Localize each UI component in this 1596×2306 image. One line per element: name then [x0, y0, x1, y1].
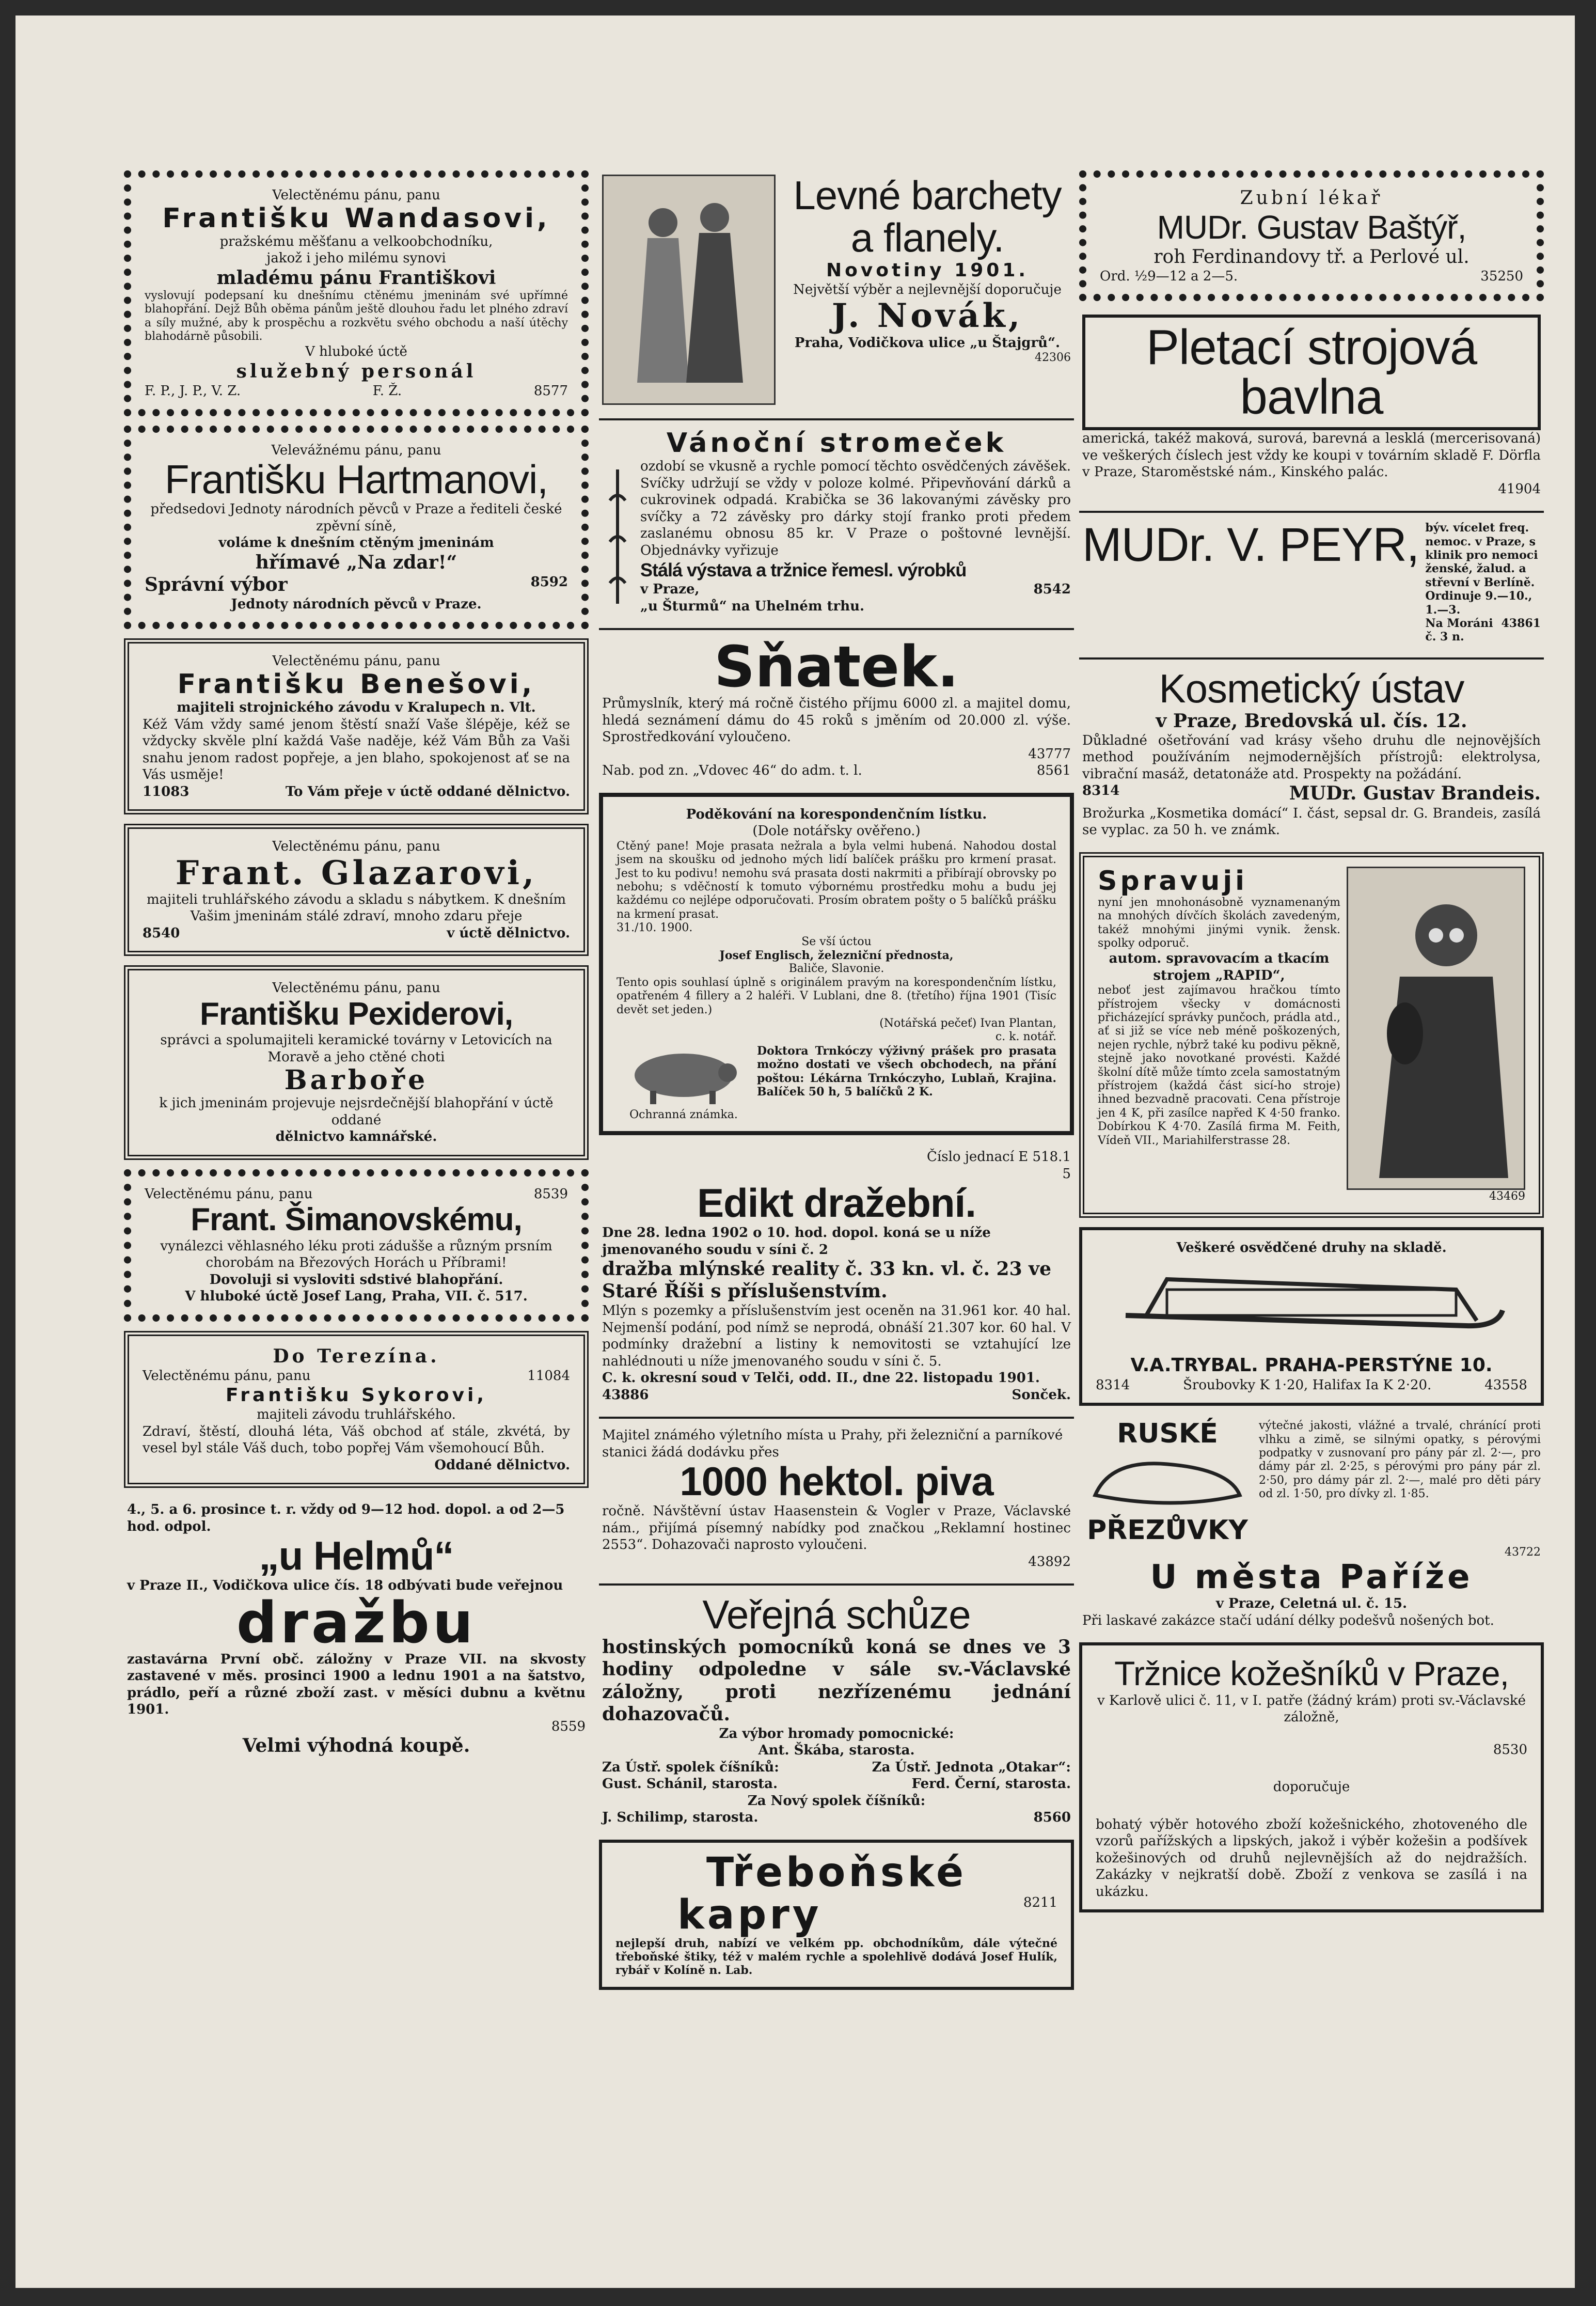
salutation: Velectěnému pánu, panu: [143, 1368, 311, 1384]
ad-simanovsky: [124, 1169, 589, 1322]
body-text: Zdraví, štěstí, dlouhá léta, Váš obchod ať stále, zkvétá, by vesel byl stále Váš duch, tobo popřej Vám všemohoucí Bůh.: [143, 1423, 570, 1456]
signatory: Gust. Schánil, starosta.: [602, 1776, 778, 1792]
ad-helmu: [124, 1497, 589, 1761]
address-row: [640, 581, 1071, 598]
subtitle: majiteli strojnického závodu v Kralupech n. Vlt.: [177, 700, 536, 716]
address: „u Šturmů“ na Uhelném trhu.: [640, 598, 865, 614]
signature: Oddané dělnictvo.: [434, 1457, 570, 1473]
ad-wandas: [124, 170, 589, 416]
doctor-name: MUDr. V. PEYR,: [1082, 519, 1419, 572]
footer-row: [602, 1387, 1071, 1404]
court: C. k. okresní soud v Telči, odd. II., dne 22. listopadu 1901.: [602, 1370, 1040, 1386]
date: 31./10. 1900.: [617, 921, 693, 935]
body-text: nejlepší druh, nabízí ve velkém pp. obchodníkům, dále výtečné třeboňské štiky, též v malém rychle a spolehlivě dodává Josef Hulík, rybář v Kolíně n. Lab.: [615, 1936, 1057, 1978]
signature: služebný personál: [236, 360, 477, 382]
headline: Třeboňské: [706, 1849, 967, 1896]
body-text: býv. vícelet freq. nemoc. v Praze, s klinik pro nemoci ženské, žalud. a střevní v Berlíně. Ordinuje 9.—10., 1.—3.: [1425, 521, 1538, 617]
ad-number: 8560: [1033, 1810, 1071, 1826]
column-middle: [599, 170, 1074, 1999]
headline: Levné barchety: [793, 172, 1062, 218]
case-number: 5: [1062, 1166, 1071, 1182]
salutation: Velectěnému pánu, panu: [272, 653, 440, 669]
ad-sykora: [124, 1331, 589, 1488]
label: RUSKÉ: [1117, 1418, 1218, 1450]
ad-bastyr: [1079, 170, 1544, 301]
headline: Poděkování na korespondenčním lístku.: [686, 806, 987, 822]
label: PŘEZŮVKY: [1087, 1515, 1248, 1546]
header-row: [145, 1186, 568, 1203]
notary: (Notářská pečeť) Ivan Plantan,: [879, 1016, 1056, 1030]
address: v Karlově ulici č. 11, v I. patře (žádný krám) proti sv.-Václavské záložně,: [1097, 1692, 1526, 1725]
recipient-name: Františku Hartmanovi,: [165, 457, 548, 503]
headline: a flanely.: [850, 214, 1004, 260]
notary: c. k. notář.: [995, 1030, 1056, 1044]
signature: Správní výbor: [145, 573, 288, 595]
prices: Šroubovky K 1·20, Halifax Ia K 2·20.: [1183, 1377, 1432, 1393]
case-number: Číslo jednací E 518.1: [927, 1149, 1071, 1165]
body-text: majiteli truhlářského závodu a skladu s nábytkem. K dnešním Vašim jmeninám stálé zdraví, mnoho zdaru přeje: [146, 891, 566, 924]
signature: dělnictvo kamnářské.: [275, 1129, 437, 1145]
ad-edikt: [599, 1144, 1074, 1407]
subheadline: (Dole notářsky ověřeno.): [752, 823, 921, 839]
doctor-name: MUDr. Gustav Brandeis.: [1289, 782, 1541, 805]
ad-snatek: [599, 634, 1074, 783]
overshoe-icon: [1090, 1449, 1245, 1516]
ad-koze: [1079, 1642, 1544, 1912]
column-left: [124, 170, 589, 1770]
ad-number: 8561: [1036, 763, 1071, 779]
ad-dekovani: [599, 793, 1074, 1135]
ad-number: 35250: [1480, 268, 1523, 284]
ad-kapry: [599, 1840, 1074, 1990]
signatory: Za Ústř. Jednota „Otakar“:: [872, 1759, 1071, 1775]
recipient-name-2: Barboře: [284, 1064, 429, 1096]
body-text: ročně. Návštěvní ústav Haasenstein & Vogler v Praze, Václavské nám., přijímá písemný nabídky pod značkou „Reklamní hostinec 2553“. Dohazovači naprosto vyloučeni.: [602, 1503, 1071, 1553]
recipient-name: Františku Pexiderovi,: [199, 996, 513, 1032]
woman-with-device-illustration: [1347, 867, 1525, 1190]
ice-skate-icon: [1105, 1259, 1518, 1352]
body-text: předsedovi Jednoty národních pěvců v Praze a řediteli české zpěvní síně,: [150, 501, 562, 534]
ad-barchety: [599, 170, 1074, 409]
headline: kapry: [677, 1891, 822, 1938]
headline: Pletací strojová bavlna: [1082, 315, 1541, 430]
ad-number: 8559: [551, 1718, 586, 1734]
recipient-name: Frant. Šimanovskému,: [191, 1202, 522, 1238]
headline: Edikt dražební.: [697, 1180, 976, 1226]
ad-number: 8592: [530, 574, 568, 590]
address: Praha, Vodičkova ulice „u Štajgrů“.: [794, 335, 1061, 351]
address: Na Moráni č. 3 n.: [1425, 617, 1493, 644]
body-text: k jich jmeninám projevuje nejsrdečnější blahopřání v úctě oddané: [159, 1095, 554, 1128]
ad-number: 8314: [1082, 783, 1120, 799]
body-text: americká, takéž maková, surová, barevná a lesklá (mercerisovaná) ve veškerých číslech jest vždy ke koupi v továrním skladě F. Dörfla v Praze, Staroměstské nám., Kinského palác.: [1082, 431, 1541, 480]
headline: Veškeré osvědčené druhy na skladě.: [1176, 1240, 1447, 1256]
signature: Sonček.: [1012, 1387, 1071, 1403]
signature: Se vší úctou: [801, 935, 872, 948]
column-right: [1079, 170, 1544, 1922]
recipient-name-2: mladému pánu Františkovi: [216, 266, 496, 289]
salutation: Velectěnému pánu, panu: [145, 1186, 313, 1202]
signature: Baliče, Slavonie.: [788, 962, 884, 976]
ad-number: 8577: [533, 383, 568, 399]
org: Jednoty národních pěvců v Praze.: [231, 596, 482, 612]
women-figures-icon: [622, 186, 756, 393]
salutation: Velevážnému pánu, panu: [271, 442, 441, 458]
recipient-name: Františku Benešovi,: [177, 668, 535, 700]
ad-prezuvky: [1079, 1415, 1544, 1633]
ad-number: 8542: [1033, 582, 1071, 598]
ad-number: 43886: [602, 1387, 649, 1403]
line: voláme k dnešním ctěným jmeninám: [218, 535, 494, 551]
pig-icon: [622, 1044, 746, 1106]
line: jakož i jeho milému synovi: [266, 250, 446, 266]
body-text: neboť jest zajímavou hračkou tímto přístrojem všecky v domácnosti přicházející správky punčoch, prádla atd., ať si již se více neb méně poškozených, nejen rychle, nýbrž také ku podivu pěkně, stejně jako novotkané provésti. Každé školní dítě může tímto zcela samostatným přístrojem (každá část sicí-ho stroje) ihned bezvadně pracovati. Cena přístroje jen 4 K, při zasílce napřed K 4·50 franko. Dobírkou K 4·70. Zasílá firma M. Feith, Vídeň VII., Mariahilferstrasse 28.: [1098, 984, 1340, 1147]
hours: Ord. ½9—12 a 2—5.: [1100, 268, 1238, 284]
headline: „u Helmů“: [259, 1533, 454, 1579]
overshoe-illustration: [1082, 1419, 1253, 1545]
body-text: nyní jen mnohonásobně vyznamenaným na mnohých dívčích školách zavedeným, takéž mnohými jinými vynik. žensk. spolky odporuč.: [1098, 896, 1340, 950]
ad-number: 8540: [143, 925, 180, 941]
subtitle: majiteli závodu truhlářského.: [257, 1407, 456, 1423]
headline: Tržnice kožešníků v Praze,: [1114, 1654, 1509, 1693]
shop-name: Stálá výstava a tržnice řemesl. výrobků: [640, 559, 967, 581]
body-text: Kéž Vám vždy samé jenom štěstí snaží Vaše šlépěje, kéž se vždycky skvěle plní každá Vaše naděje, kéž Vám Bůh za Vaši snahu jenom radost popřeje, a jen blaho, spokojenost ať se na Vás usměje!: [143, 716, 570, 783]
ad-number: 8539: [533, 1186, 568, 1202]
initials: F. Ž.: [372, 383, 402, 399]
woman-icon: [1358, 879, 1513, 1178]
address: v Praze, Bredovská ul. čís. 12.: [1156, 710, 1467, 732]
subheadline: Novotiny 1901.: [826, 259, 1029, 281]
brand: V.A.TRYBAL. PRAHA-PERSTÝNE 10.: [1130, 1355, 1493, 1376]
ad-bavlna: [1079, 310, 1544, 501]
headline-big: dražbu: [236, 1589, 477, 1656]
trademark-label: Ochranná známka.: [629, 1108, 738, 1121]
product-name: autom. spravovacím a tkacím strojem „RAPID“,: [1109, 951, 1330, 983]
fashion-illustration: [602, 175, 776, 405]
ad-number: 11083: [143, 783, 189, 799]
body-text: dražba mlýnské reality č. 33 kn. vl. č. 23 ve Staré Říši s příslušenstvím.: [602, 1258, 1051, 1303]
headline: Veřejná schůze: [702, 1592, 971, 1638]
doctor-name: MUDr. Gustav Baštýř,: [1157, 209, 1466, 246]
ad-number: 11084: [527, 1368, 570, 1384]
signature: Josef Englisch, železniční přednosta,: [719, 949, 954, 962]
body-text: zastavárna První obč. záložny v Praze VII. na skvosty zastavené v měs. prosinci 1900 a lednu 1901 a na šatstvo, prádlo, peří a různé zboží zast. v měsíci dubnu a květnu 1901.: [127, 1651, 586, 1718]
ad-number: 43861: [1501, 617, 1541, 630]
signatory: J. Schilimp, starosta.: [602, 1810, 759, 1826]
cheer: hřímavé „Na zdar!“: [255, 551, 457, 573]
address: Nab. pod zn. „Vdovec 46“ do adm. t. l.: [602, 763, 862, 779]
footer-row: [145, 383, 568, 400]
body-text: Důkladné ošetřování vad krásy všeho druhu dle nejnovějších method používáním nejmodernějších přístrojů: elektrolysa, vibrační masáž, detatonáže atd. Prospekty na požádání.: [1082, 732, 1541, 782]
ad-peyr: [1079, 517, 1544, 648]
salutation: Velectěnému pánu, panu: [272, 187, 440, 203]
body-text: Největší výběr a nejlevnější doporučuje: [793, 281, 1062, 297]
body-text: Tento opis souhlasí úplně s originálem pravým na korespondenčním lístku, opatřeném 4 fillery a 2 haléři. V Lublani, dne 8. (třetího) října 1901 (Tisíc devět set jeden.): [617, 976, 1056, 1016]
merchant-name: J. Novák,: [831, 296, 1023, 336]
body-text: Při laskavé zakázce stačí udání délky podešvů nošených bot.: [1082, 1612, 1494, 1628]
headline: Do Terezína.: [273, 1345, 440, 1367]
header-row: [143, 1368, 570, 1385]
body-text: vyslovují podepsaní ku dnešnímu ctěnému jmeninám své upřímné blahopřání. Dejž Bůh oběma pánům ještě dlouhou řadu let plného zdraví a síly mužné, aby k prospěchu a rozkvětu svého obchodu a naší útěchy blahodárně působili.: [145, 289, 568, 343]
ad-number: 43469: [1489, 1189, 1525, 1203]
ad-number: 43558: [1484, 1377, 1527, 1393]
closing: V hluboké úctě: [305, 344, 407, 360]
signature: V hluboké úctě Josef Lang, Praha, VII. č. 517.: [185, 1289, 528, 1305]
headline: Vánoční stromeček: [666, 428, 1007, 459]
signatory: Ant. Škába, starosta.: [758, 1743, 915, 1759]
signature: v úctě dělnictvo.: [447, 925, 570, 941]
signatory: Za výbor hromady pomocnické:: [719, 1725, 954, 1742]
headline: Zubní lékař: [1240, 187, 1383, 209]
ad-benes: [124, 638, 589, 814]
headline: Sňatek.: [714, 634, 959, 700]
signature-row: [145, 574, 568, 596]
ad-number: 41904: [1498, 481, 1541, 497]
body-text: správci a spolumajiteli keramické továrny v Letovicích na Moravě a jeho ctěné choti: [160, 1032, 552, 1065]
ad-trybal: [1079, 1227, 1544, 1406]
recipient-name: Františku Wandasovi,: [162, 202, 550, 234]
ad-number: 8530: [1493, 1742, 1527, 1758]
ad-number: 8211: [1023, 1894, 1057, 1910]
body-text: Dovoluji si vysloviti sdstivé blahopřání.: [209, 1272, 503, 1288]
ad-stromecek: [599, 425, 1074, 619]
salutation: Velectěnému pánu, panu: [272, 980, 440, 996]
signatory: Za Nový spolek číšníků:: [747, 1793, 926, 1809]
recommendation: doporučuje: [1273, 1779, 1350, 1795]
address: roh Ferdinandovy tř. a Perlové ul.: [1153, 246, 1469, 268]
headline: 1000 hektol. piva: [680, 1458, 993, 1504]
ad-number: 43722: [1505, 1545, 1541, 1559]
signatory: Ferd. Černí, starosta.: [911, 1776, 1071, 1792]
signature: To Vám přeje v úctě oddané dělnictvo.: [285, 783, 570, 799]
body-text: hostinských pomocníků koná se dnes ve 3 hodiny odpoledne v sále sv.-Václavské záložny, proti nezřízenému jednání dohazovačů.: [602, 1636, 1071, 1725]
recipient-name: Františku Sykorovi,: [225, 1385, 487, 1406]
body-text: vynálezci věhlasného léku proti zádušše a různým prsním chorobám na Březových Horách u Příbrami!: [160, 1238, 552, 1271]
initials: F. P., J. P., V. Z.: [145, 383, 241, 399]
skate-illustration: [1096, 1256, 1527, 1354]
address: v Praze II., Vodičkova ulice čís. 18 odbývati bude veřejnou: [127, 1578, 563, 1594]
ad-number: 43777: [1028, 746, 1071, 762]
ad-hartman: [124, 426, 589, 630]
intro: Majitel známého výletního místa u Prahy, při železniční a parníkové stanici žádá dodávku přes: [602, 1427, 1063, 1460]
body-text: výtečné jakosti, vlážné a trvalé, chránící proti vlhku a zimě, se silnými opatky, s pérovými podpatky v zusnovaní pro pány pár zl. 2·—, pro dámy pár zl. 2·25, s pérovými pro pány pár zl. 2·50, pro dámy pár zl. 2·—, malé pro děti páry od zl. 1·50, pro dívky zl. 1·85.: [1259, 1419, 1541, 1501]
line: pražskému měšťanu a velkoobchodníku,: [219, 233, 493, 249]
shop-name: U města Paříže: [1150, 1558, 1473, 1596]
body-text: Ctěný pane! Moje prasata nežrala a byla velmi hubená. Nahodou dostal jsem na skoušku od jednoho mých lidí balíček prášku pro krmení prasat. Jest to ku podivu! nemohu svá prasata dosti nakrmiti a přibírají obrovsky po nebohu; s vděčností k tomuto výbornému prostředku mohu a budu jej každému co nejlépe odporučovati. Prosím obratem pošty o 5 balíčků prášku na krmení prasat.: [617, 839, 1056, 921]
footer-row: [143, 925, 570, 942]
footer-row: [143, 783, 570, 801]
body-text: ozdobí se vkusně a rychle pomocí těchto osvědčených závěšek. Svíčky udržují se vždy v poloze kolmé. Připevňování dárků a cukrovinek odpadá. Krabička se 36 lakovanými závěsky pro svíčky a 72 závěsky pro dárky stojí franko proti předem zaslanému obnosu 85 kr. V Praze o poštovné levnější. Objednávky vyřizuje: [640, 459, 1071, 558]
salutation: Velectěnému pánu, panu: [272, 839, 440, 855]
body-text: Mlýn s pozemky a příslušenstvím jest oceněn na 31.961 kor. 40 hal. Nejmenší podání, pod nímž se neprodá, obnáší 21.307 kor. 60 hal. V podmínky dražební a listiny k nemovitosti se vztahující lze nahlédnouti u níže jmenovaného soudu v síni č. 5.: [602, 1303, 1071, 1369]
ad-schuze: [599, 1590, 1074, 1830]
body-text: bohatý výběr hotového zboží kožešnického, zhotoveného dle vzorů pařížských a lipských, jakož i výběr kožešin a podšívek kožešinových od druhů nejlevnějších až do nejdražších. Zakázky v nejkratší době. Zboží z venkova se zasílá i na ukázku.: [1096, 1816, 1527, 1900]
address: v Praze, Celetná ul. č. 15.: [1215, 1596, 1408, 1612]
body-text: Dne 28. ledna 1902 o 10. hod. dopol. koná se u níže jmenovaného soudu v síni č. 2: [602, 1225, 991, 1258]
ad-number: 43892: [1028, 1554, 1071, 1570]
ad-kosmeticky: [1079, 664, 1544, 843]
body-text: Doktora Trnkóczy výživný prášek pro prasata možno dostati ve všech obchodech, na přání poštou: Lékárna Trnkóczyho, Lublaň, Krajina. Balíček 50 h, 5 balíčků 2 K.: [757, 1044, 1056, 1099]
newspaper-page: [15, 15, 1575, 2288]
ad-pivo: [599, 1423, 1074, 1574]
headline: Kosmetický ústav: [1159, 665, 1464, 711]
body-text: Průmyslník, který má ročně čistého příjmu 6000 zl. a majitel domu, hledá seznámení dámu do 45 roků s jměním od 20.000 zl. výše. Sprostředkování vyloučeno.: [602, 696, 1071, 745]
address: v Praze,: [640, 582, 700, 598]
ad-number: 8314: [1096, 1377, 1130, 1393]
ad-number: 42306: [1035, 351, 1071, 365]
recipient-name: Frant. Glazarovi,: [175, 853, 538, 892]
ad-spravuji: [1079, 852, 1544, 1218]
footer-row: [602, 762, 1071, 779]
ad-pexider: [124, 965, 589, 1159]
signatory: Za Ústř. spolek číšníků:: [602, 1759, 779, 1775]
intro: 4., 5. a 6. prosince t. r. vždy od 9—12 hod. dopol. a od 2—5 hod. odpol.: [127, 1502, 565, 1534]
footer: Velmi výhodná koupě.: [242, 1735, 470, 1757]
body-text: Brožurka „Kosmetika domácí“ I. část, sepsal dr. G. Brandeis, zasílá se vyplac. za 50 h. ve známk.: [1082, 805, 1541, 838]
ornament-icon: [602, 458, 633, 615]
ad-glazar: [124, 824, 589, 956]
headline: Spravuji: [1098, 865, 1247, 897]
